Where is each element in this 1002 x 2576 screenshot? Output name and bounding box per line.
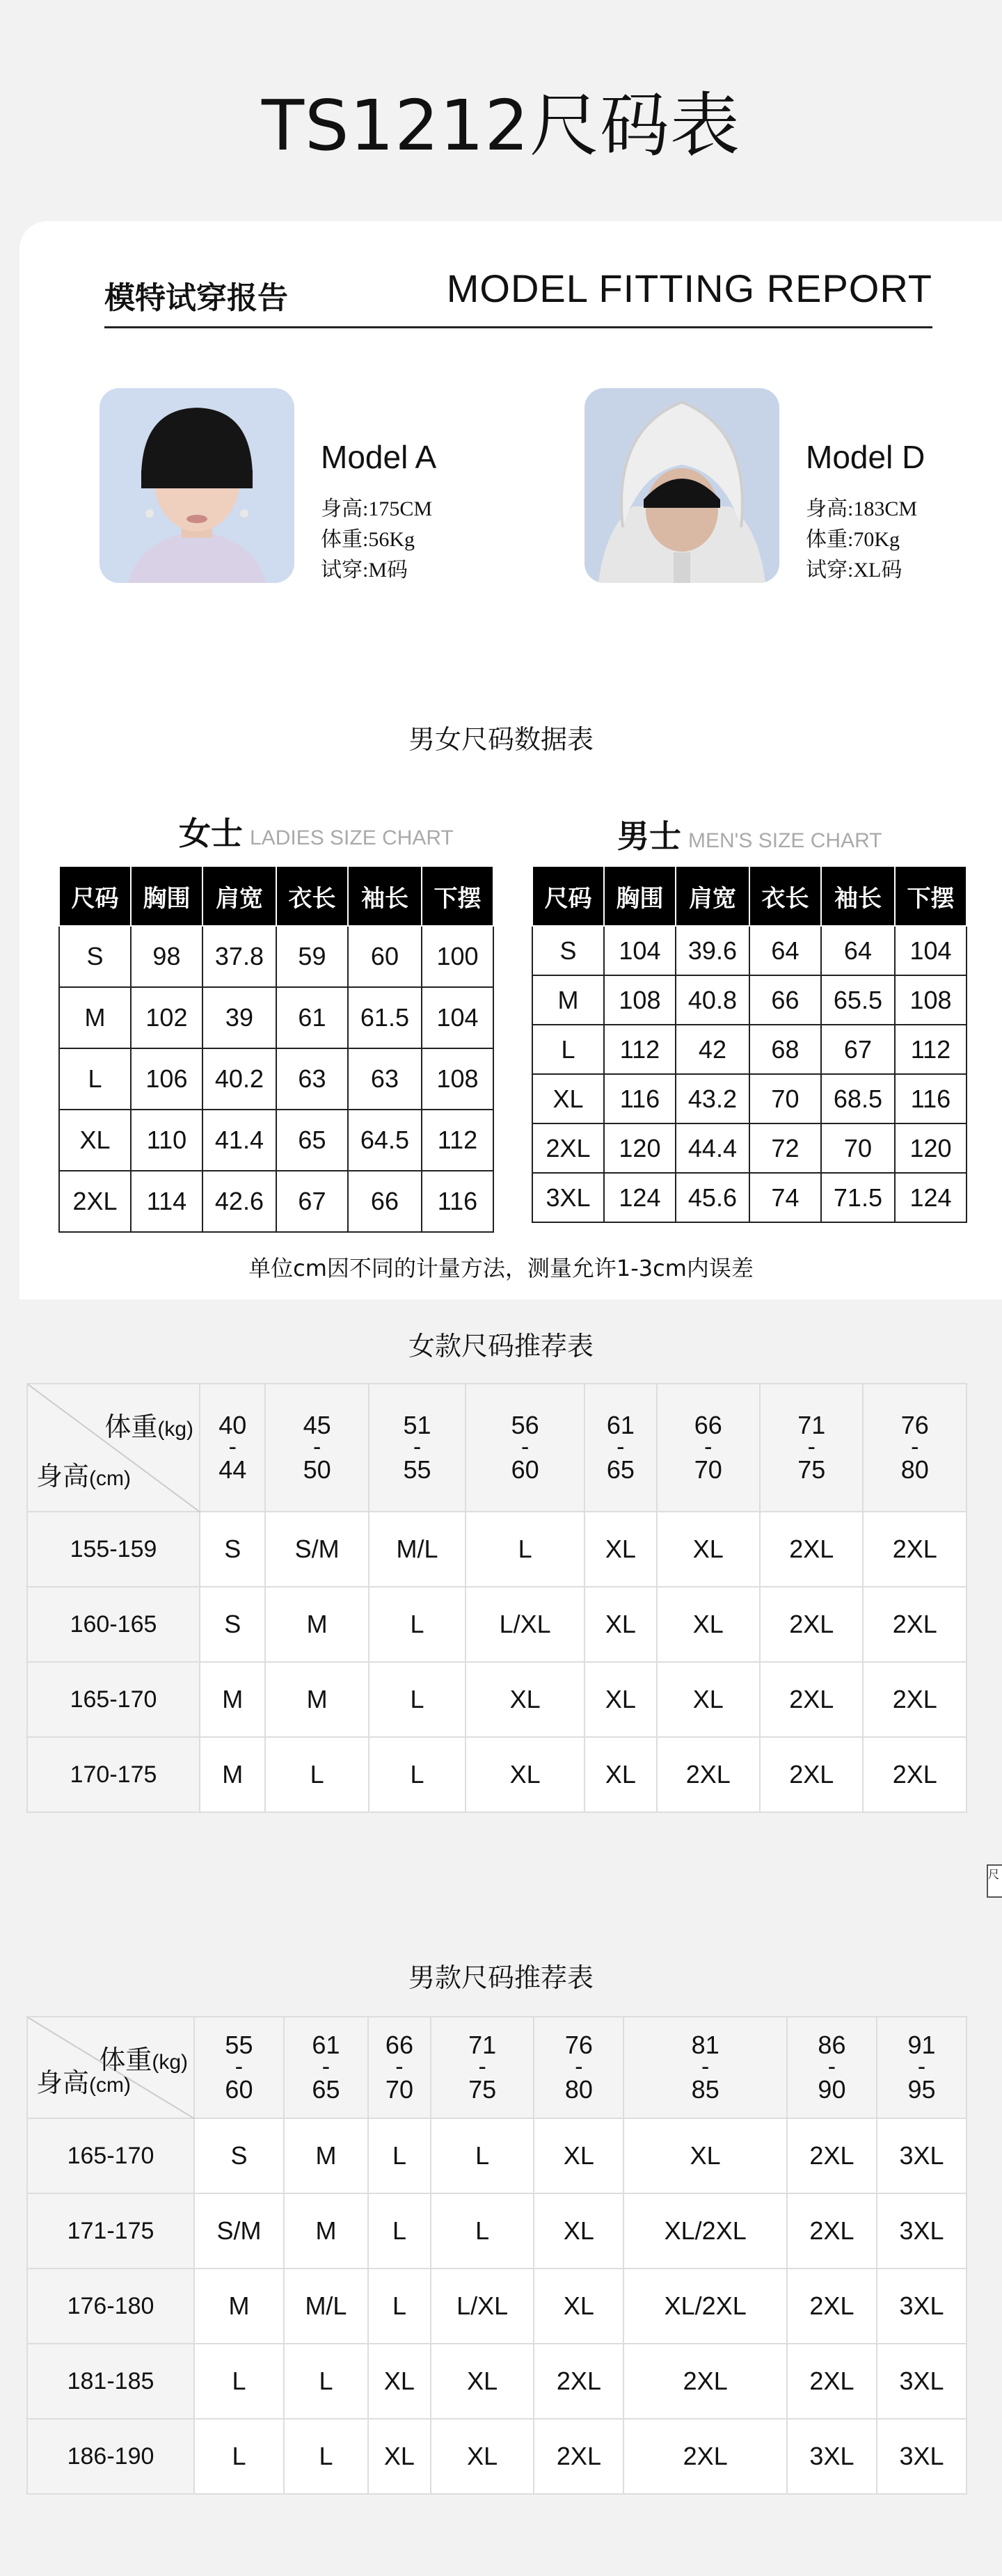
height-label: 身高	[36, 2069, 90, 2098]
mens-cell: 116	[604, 1074, 676, 1123]
recommended-size-cell: 2XL	[863, 1737, 967, 1812]
weight-min: 91	[907, 2031, 936, 2060]
weight-min: 45	[303, 1411, 331, 1440]
weight-unit: (kg)	[152, 2051, 188, 2074]
recommended-size-cell: L	[284, 2419, 368, 2494]
ladies-cell: M	[59, 987, 131, 1048]
mens-cell: 66	[749, 975, 821, 1025]
range-dash: -	[701, 2054, 710, 2081]
mens-header-size: 尺码	[532, 866, 604, 926]
height-label: 身高	[36, 1462, 90, 1491]
recommended-size-cell: 2XL	[863, 1662, 967, 1737]
report-title-en: MODEL FITTING REPORT	[446, 266, 932, 310]
women-rec-title: 女款尺码推荐表	[408, 1331, 594, 1361]
women-size-recommendation-table	[26, 1383, 967, 1813]
recommended-size-cell: L	[466, 1512, 584, 1587]
range-dash: -	[312, 1434, 321, 1461]
recommended-size-cell: S	[200, 1587, 265, 1662]
ladies-cell: 59	[276, 926, 348, 987]
weight-max: 70	[694, 1455, 722, 1484]
recommended-size-cell: 3XL	[877, 2193, 967, 2269]
recommended-size-cell: S/M	[194, 2193, 284, 2269]
range-dash: -	[917, 2054, 926, 2081]
recommended-size-cell: L	[194, 2419, 284, 2494]
mens-cell: M	[532, 975, 604, 1025]
women_rec-weight-range	[265, 1384, 368, 1512]
weight-max: 50	[303, 1455, 331, 1484]
ladies-cell: S	[59, 926, 131, 987]
recommended-size-cell: L	[369, 1662, 466, 1737]
recommended-size-cell: S	[200, 1512, 265, 1587]
ladies-cell: 2XL	[59, 1171, 131, 1232]
recommended-size-cell: XL	[584, 1587, 656, 1662]
range-dash: -	[617, 1434, 625, 1461]
mens-cell: 124	[895, 1173, 967, 1222]
weight-label: 体重	[99, 2046, 152, 2075]
ladies-cell: 63	[348, 1048, 422, 1110]
height-range-cell: 155-159	[27, 1512, 200, 1587]
recommended-size-cell: XL	[431, 2344, 534, 2419]
ladies-cell: 63	[276, 1048, 348, 1110]
recommended-size-cell: 2XL	[760, 1662, 863, 1737]
weight-max: 90	[818, 2074, 846, 2104]
mens-cell: 3XL	[532, 1173, 604, 1222]
recommended-size-cell: XL	[368, 2419, 431, 2494]
recommended-size-cell: M	[265, 1587, 368, 1662]
weight-max: 80	[900, 1455, 929, 1484]
women_rec-weight-range	[584, 1384, 656, 1512]
men_rec-header-row	[27, 2017, 967, 2118]
ladies-cell: 37.8	[202, 926, 276, 987]
weight-min: 71	[468, 2031, 497, 2060]
ladies-cell: 61.5	[348, 987, 422, 1048]
mens-size-table	[532, 865, 967, 1223]
height-range-cell: 160-165	[27, 1587, 200, 1662]
mens-cell: 108	[604, 975, 676, 1025]
women_rec-weight-range	[657, 1384, 760, 1512]
mens-cell: 64	[821, 926, 895, 975]
recommended-size-cell: XL	[466, 1737, 584, 1812]
mens-header-chest: 胸围	[604, 866, 676, 926]
recommended-size-cell: XL	[584, 1512, 656, 1587]
men_rec-weight-range	[194, 2017, 284, 2118]
mens-size-row	[532, 926, 967, 975]
women_rec-weight-range	[760, 1384, 863, 1512]
women_rec-weight-range	[863, 1384, 967, 1512]
men_rec-weight-range	[431, 2017, 534, 2118]
women_rec-height-row	[27, 1662, 967, 1737]
mens-size-row	[532, 1025, 967, 1074]
recommended-size-cell: L	[265, 1737, 368, 1812]
recommended-size-cell: L	[368, 2118, 431, 2193]
recommended-size-cell: L	[368, 2269, 431, 2344]
men_rec-height-row	[27, 2269, 967, 2344]
women_rec-weight-range	[466, 1384, 584, 1512]
recommended-size-cell: 3XL	[877, 2269, 967, 2344]
mens-cell: 70	[821, 1123, 895, 1173]
recommended-size-cell: L	[431, 2193, 534, 2269]
height-range-cell: 171-175	[27, 2193, 194, 2269]
height-range-cell: 170-175	[27, 1737, 200, 1812]
weight-max: 75	[797, 1455, 826, 1484]
recommended-size-cell: XL	[534, 2193, 623, 2269]
recommended-size-cell: S	[194, 2118, 284, 2193]
ladies-cell: 98	[131, 926, 202, 987]
men_rec-weight-range	[877, 2017, 967, 2118]
model-d-fit: 试穿:XL码	[806, 559, 902, 582]
measurement-note: 单位cm因不同的计量方法，测量允许1-3cm内误差	[248, 1255, 754, 1281]
recommended-size-cell: XL	[534, 2118, 623, 2193]
ladies-cell: 66	[348, 1171, 422, 1232]
weight-min: 76	[564, 2031, 593, 2060]
height-range-cell: 176-180	[27, 2269, 194, 2344]
mens-cell: 104	[895, 926, 967, 975]
recommended-size-cell: L	[194, 2344, 284, 2419]
mens-cell: 112	[895, 1025, 967, 1074]
recommended-size-cell: M	[194, 2269, 284, 2344]
mens-cell: 68	[749, 1025, 821, 1074]
recommended-size-cell: 2XL	[863, 1587, 967, 1662]
ladies-cell: 116	[422, 1171, 493, 1232]
weight-max: 60	[511, 1455, 539, 1484]
ladies-cell: 110	[131, 1110, 202, 1171]
women_rec-height-row	[27, 1737, 967, 1812]
ladies-cell: 100	[422, 926, 493, 987]
recommended-size-cell: XL	[584, 1737, 656, 1812]
mens-chart-title-cn: 男士	[617, 817, 681, 855]
mens-cell: 68.5	[821, 1074, 895, 1123]
weight-min: 71	[797, 1411, 826, 1440]
range-dash: -	[807, 1434, 816, 1461]
mens-cell: 120	[895, 1123, 967, 1173]
recommended-size-cell: 2XL	[623, 2344, 787, 2419]
model-d-weight: 体重:70Kg	[806, 528, 900, 551]
recommended-size-cell: 2XL	[657, 1737, 760, 1812]
weight-max: 65	[606, 1455, 635, 1484]
mens-cell: 108	[895, 975, 967, 1025]
recommended-size-cell: 2XL	[534, 2419, 623, 2494]
men-rec-title: 男款尺码推荐表	[408, 1962, 594, 1993]
mens-size-row	[532, 1074, 967, 1123]
ladies-cell: 102	[131, 987, 202, 1048]
men_rec-height-row	[27, 2344, 967, 2419]
ladies-size-row	[59, 987, 493, 1048]
height-range-cell: 181-185	[27, 2344, 194, 2419]
ladies-header-shoulder: 肩宽	[202, 866, 276, 926]
mens-cell: 43.2	[676, 1074, 749, 1123]
ladies-chart-heading	[179, 808, 454, 854]
men-size-recommendation-table	[26, 2016, 967, 2495]
recommended-size-cell: XL/2XL	[623, 2269, 787, 2344]
ladies-cell: 60	[348, 926, 422, 987]
mens-header-sleeve: 袖长	[821, 866, 895, 926]
range-dash: -	[911, 1434, 919, 1461]
mens-cell: 71.5	[821, 1173, 895, 1222]
women_rec-height-row	[27, 1512, 967, 1587]
ladies-header-length: 衣长	[276, 866, 348, 926]
range-dash: -	[704, 1434, 713, 1461]
ladies-size-table	[58, 865, 494, 1233]
ladies-header-size: 尺码	[59, 866, 131, 926]
model-d-height: 身高:183CM	[806, 497, 918, 520]
page-title: TS1212尺码表	[261, 85, 741, 166]
recommended-size-cell: XL	[623, 2118, 787, 2193]
model-a-weight: 体重:56Kg	[321, 528, 415, 551]
recommended-size-cell: XL	[584, 1662, 656, 1737]
mens-cell: 70	[749, 1074, 821, 1123]
range-dash: -	[228, 1434, 237, 1461]
recommended-size-cell: 3XL	[877, 2344, 967, 2419]
mens-cell: 116	[895, 1074, 967, 1123]
model-a-fit: 试穿:M码	[321, 559, 408, 582]
range-dash: -	[575, 2054, 583, 2081]
ladies-chart-title-en: LADIES SIZE CHART	[250, 826, 454, 849]
weight-min: 66	[694, 1411, 722, 1440]
height-unit: (cm)	[89, 1467, 131, 1490]
mens-header-length: 衣长	[749, 866, 821, 926]
men_rec-height-row	[27, 2118, 967, 2193]
ladies-size-row	[59, 1048, 493, 1110]
ladies-header-hem: 下摆	[422, 866, 493, 926]
weight-min: 61	[606, 1411, 635, 1440]
mens-cell: 72	[749, 1123, 821, 1173]
ladies-cell: 108	[422, 1048, 493, 1110]
ladies-header-chest: 胸围	[131, 866, 202, 926]
men_rec-weight-range	[368, 2017, 431, 2118]
mens-chart-heading	[617, 811, 882, 857]
recommended-size-cell: XL	[657, 1587, 760, 1662]
recommended-size-cell: 3XL	[787, 2419, 877, 2494]
range-dash: -	[413, 1434, 422, 1461]
weight-max: 60	[225, 2074, 253, 2104]
ladies-cell: 104	[422, 987, 493, 1048]
range-dash: -	[395, 2054, 404, 2081]
report-title-cn: 模特试穿报告	[104, 280, 288, 316]
model-d-name: Model D	[806, 439, 925, 475]
recommended-size-cell: L	[284, 2344, 368, 2419]
ladies-cell: XL	[59, 1110, 131, 1171]
mens-cell: 39.6	[676, 926, 749, 975]
mens-cell: XL	[532, 1074, 604, 1123]
mens-header-hem: 下摆	[895, 866, 967, 926]
recommended-size-cell: 2XL	[623, 2419, 787, 2494]
range-dash: -	[478, 2054, 486, 2081]
height-axis-label	[36, 1455, 131, 1493]
recommended-size-cell: 2XL	[760, 1587, 863, 1662]
recommended-size-cell: 3XL	[877, 2118, 967, 2193]
ladies-cell: 64.5	[348, 1110, 422, 1171]
recommended-size-cell: L	[369, 1587, 466, 1662]
mens-cell: 65.5	[821, 975, 895, 1025]
model-a-height: 身高:175CM	[321, 497, 433, 520]
mens-size-row	[532, 975, 967, 1025]
men_rec-height-row	[27, 2193, 967, 2269]
mens-cell: 104	[604, 926, 676, 975]
mens-cell: S	[532, 926, 604, 975]
mens-cell: 44.4	[676, 1123, 749, 1173]
recommended-size-cell: L	[368, 2193, 431, 2269]
recommended-size-cell: 2XL	[787, 2193, 877, 2269]
weight-axis-label	[104, 1405, 193, 1443]
weight-label: 体重	[104, 1413, 158, 1442]
recommended-size-cell: XL	[368, 2344, 431, 2419]
ladies-header-sleeve: 袖长	[348, 866, 422, 926]
ladies-size-row	[59, 1171, 493, 1232]
weight-min: 86	[818, 2031, 846, 2060]
weight-max: 70	[385, 2074, 413, 2104]
height-range-cell: 186-190	[27, 2419, 194, 2494]
mens-chart-title-en: MEN'S SIZE CHART	[688, 829, 882, 852]
recommended-size-cell: L/XL	[431, 2269, 534, 2344]
ladies-chart-title-cn: 女士	[179, 815, 243, 852]
weight-max: 44	[218, 1455, 247, 1484]
weight-min: 56	[511, 1411, 539, 1440]
ladies-cell: 67	[276, 1171, 348, 1232]
mens-cell: 124	[604, 1173, 676, 1222]
recommended-size-cell: 2XL	[787, 2269, 877, 2344]
ladies-cell: 41.4	[202, 1110, 276, 1171]
men_rec-weight-range	[623, 2017, 787, 2118]
women_rec-corner-cell	[27, 1384, 200, 1512]
ladies-cell: 65	[276, 1110, 348, 1171]
weight-min: 81	[691, 2031, 719, 2060]
weight-max: 95	[907, 2074, 936, 2104]
range-dash: -	[321, 2054, 331, 2081]
weight-min: 61	[312, 2031, 340, 2060]
mens-cell: 64	[749, 926, 821, 975]
recommended-size-cell: 2XL	[787, 2118, 877, 2193]
ladies-cell: 39	[202, 987, 276, 1048]
recommended-size-cell: S/M	[265, 1512, 368, 1587]
women_rec-header-row	[27, 1384, 967, 1512]
mens-cell: 120	[604, 1123, 676, 1173]
recommended-size-cell: M/L	[369, 1512, 466, 1587]
recommended-size-cell: 2XL	[863, 1512, 967, 1587]
women_rec-height-row	[27, 1587, 967, 1662]
mens-cell: L	[532, 1025, 604, 1074]
recommended-size-cell: M	[200, 1662, 265, 1737]
recommended-size-cell: L/XL	[466, 1587, 584, 1662]
weight-max: 55	[403, 1455, 431, 1484]
ladies-cell: 114	[131, 1171, 202, 1232]
range-dash: -	[234, 2054, 244, 2081]
mens-cell: 67	[821, 1025, 895, 1074]
height-axis-label	[36, 2061, 131, 2099]
recommended-size-cell: M	[265, 1662, 368, 1737]
ladies-cell: 106	[131, 1048, 202, 1110]
weight-min: 76	[900, 1411, 929, 1440]
weight-min: 66	[385, 2031, 413, 2060]
weight-min: 51	[403, 1411, 431, 1440]
ladies-cell: 40.2	[202, 1048, 276, 1110]
men_rec-height-row	[27, 2419, 967, 2494]
recommended-size-cell: XL	[657, 1662, 760, 1737]
height-range-cell: 165-170	[27, 2118, 194, 2193]
recommended-size-cell: 2XL	[787, 2344, 877, 2419]
weight-max: 65	[312, 2074, 340, 2104]
ladies-cell: L	[59, 1048, 131, 1110]
recommended-size-cell: 2XL	[534, 2344, 623, 2419]
recommended-size-cell: XL	[657, 1512, 760, 1587]
mens-cell: 112	[604, 1025, 676, 1074]
ladies-size-row	[59, 926, 493, 987]
range-dash: -	[827, 2054, 836, 2081]
mens-cell: 2XL	[532, 1123, 604, 1173]
weight-max: 80	[564, 2074, 593, 2104]
recommended-size-cell: XL	[534, 2269, 623, 2344]
model-a-name: Model A	[321, 439, 437, 475]
ladies-cell: 61	[276, 987, 348, 1048]
men_rec-weight-range	[284, 2017, 368, 2118]
men_rec-weight-range	[787, 2017, 877, 2118]
mens-cell: 42	[676, 1025, 749, 1074]
mens-cell: 74	[749, 1173, 821, 1222]
recommended-size-cell: M	[284, 2118, 368, 2193]
weight-max: 75	[468, 2074, 497, 2104]
recommended-size-cell: 2XL	[760, 1737, 863, 1812]
size-data-title: 男女尺码数据表	[408, 724, 594, 755]
ladies-cell: 42.6	[202, 1171, 276, 1232]
height-unit: (cm)	[89, 2074, 131, 2097]
mens-size-row	[532, 1173, 967, 1222]
mens-size-row	[532, 1123, 967, 1173]
recommended-size-cell: L	[431, 2118, 534, 2193]
men_rec-weight-range	[534, 2017, 623, 2118]
height-range-cell: 165-170	[27, 1662, 200, 1737]
model-d-photo	[584, 388, 779, 583]
mens-header-shoulder: 肩宽	[676, 866, 749, 926]
recommended-size-cell: M	[284, 2193, 368, 2269]
ladies-size-row	[59, 1110, 493, 1171]
women_rec-weight-range	[369, 1384, 466, 1512]
recommended-size-cell: M	[200, 1737, 265, 1812]
women_rec-weight-range	[200, 1384, 265, 1512]
mens-cell: 45.6	[676, 1173, 749, 1222]
recommended-size-cell: 3XL	[877, 2419, 967, 2494]
men_rec-corner-cell	[27, 2017, 194, 2118]
recommended-size-cell: XL	[466, 1662, 584, 1737]
recommended-size-cell: L	[369, 1737, 466, 1812]
recommended-size-cell: XL	[431, 2419, 534, 2494]
diagonal-divider	[28, 1384, 200, 1512]
weight-max: 85	[691, 2074, 719, 2104]
weight-unit: (kg)	[157, 1418, 193, 1441]
report-header	[104, 266, 932, 328]
model-a-photo	[100, 388, 294, 583]
weight-min: 55	[225, 2031, 253, 2060]
range-dash: -	[520, 1434, 530, 1461]
recommended-size-cell: XL/2XL	[623, 2193, 787, 2269]
recommended-size-cell: M/L	[284, 2269, 368, 2344]
ladies-cell: 112	[422, 1110, 493, 1171]
weight-min: 40	[218, 1411, 247, 1440]
recommended-size-cell: 2XL	[760, 1512, 863, 1587]
edge-tab-mark: 尺	[987, 1864, 1002, 1898]
mens-cell: 40.8	[676, 975, 749, 1025]
